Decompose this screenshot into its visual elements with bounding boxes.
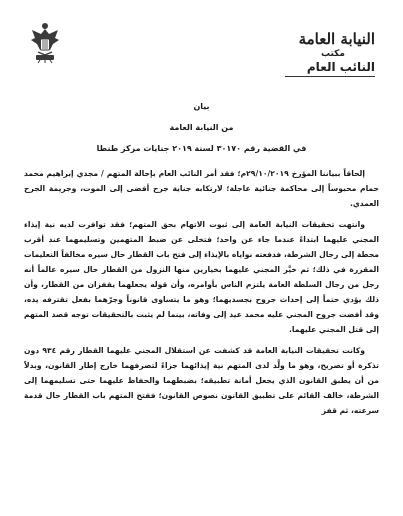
organization-name: النيابة العامة: [298, 30, 375, 48]
letterhead-underline: [285, 76, 375, 77]
office-title: النائب العام: [306, 60, 375, 74]
paragraph: إلحاقاً ببياننا المؤرخ ٢٩/١٠/٢٠١٩م؛ فقد أمر النائب العام بإحالة المتهم / مجدي إبراهيم محمد حمام محبوساً إلى محاكمة جنائية عاجلة؛ لارتكابه جناية جرح أفضى إلى الموت، وجريمة الجرح العمدي.: [24, 169, 379, 208]
statement-title: بيان: [193, 102, 210, 111]
statement-issuer: من النيابة العامة: [169, 123, 234, 132]
office-label: مكتب: [320, 49, 345, 59]
paragraph: وانتهت تحقيقات النيابة العامة إلى ثبوت الاتهام بحق المتهم؛ فقد توافرت لديه نية إيذاء المجني عليهما ابتداءً عندما جاء عن واحد؛ فتخلى عن ضبط المتهمين وتسليمهما عند أقرب محطة إلى رجال الشرطة، فدفعته نواياه بالإيذاء إلى فتح باب القطار حال سيره مخالفاً التعليمات المقررة في ذلك؛ ثم خيَّر المجني عليهما بخيارين منها النزول من القطار حال سيره عالماً أنه رجل من رجال السلطة العامة يلتزم الناس بأوامره، وأن قوله يجعلهما يقفزان من القطار، وأن ذلك يؤدي حتماً إلى إحداث جروح بجسديهما؛ وهو ما يتساوى قانوناً وجرّهما بفعل تقترفه يده، وقد أفضت جروح المجني عليه محمد عيد إلى وفاته، بينما لم يثبت بالتحقيقات توجه قصد المتهم إلى قتل المجني عليهما.: [23, 220, 379, 334]
letterhead: [215, 30, 375, 77]
case-reference: في القضية رقم ٣٠١٧٠ لسنة ٢٠١٩ جنايات مركز طنطا: [96, 144, 307, 153]
statement-body: [24, 166, 379, 424]
eagle-emblem-icon: [28, 20, 62, 64]
paragraph: وكانت تحقيقات النيابة العامة قد كشفت عن استقلال المجني عليهما القطار رقم ٩٣٤ دون تذكرة أو تصريح، وهو ما ولَّد لدى المتهم نية إيذائهما جزاءً لتصرفهما خارج إطار القانون، وبدلاً من أن يطبق القانون الذي يجعل أمانة تطبيقه؛ بضبطهما والحفاظ عليهما حتى تسليمهما إلى الشرطة، خالف القائم على تطبيق القانون نصوص القانون؛ ففتح المتهم باب القطار حال قدمة سرعته، ثم قفز: [24, 346, 379, 415]
statement-headings: [0, 100, 403, 155]
